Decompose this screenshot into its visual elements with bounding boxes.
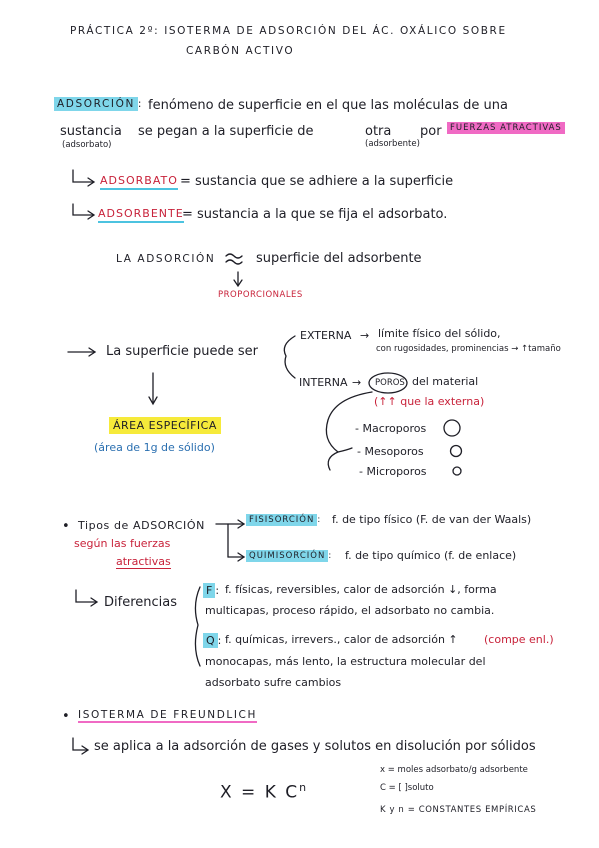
bracket-superficie-icon [284,336,295,378]
poros-term: POROS [375,378,405,388]
adsorbente-definition: = sustancia a la que se fija el adsorbato. [182,207,448,222]
adsorcion-line-1: fenómeno de superficie en el que las moléculas de una [148,98,508,113]
macroporos-item: - Macroporos [355,422,427,435]
interna-rest: del material [412,375,479,388]
freundlich-desc: se aplica a la adsorción de gases y solutos en disolución por sólidos [94,739,536,754]
adsorbato-note: (adsorbato) [62,140,112,150]
interna-note: (↑↑ que la externa) [374,395,485,408]
adsorbato-term: ADSORBATO [100,175,178,186]
proporcionales-note: PROPORCIONALES [218,290,303,300]
fisisorcion-def: f. de tipo físico (F. de van der Waals) [332,513,532,526]
q-line-1-note: (compe enl.) [484,633,554,646]
adsorcion-word-otra: otra [365,124,392,139]
f-line-2: multicapas, proceso rápido, el adsorbato no cambia. [205,604,495,617]
externa-definition-2: con rugosidades, prominencias → ↑tamaño [376,344,561,354]
q-line-3: adsorbato sufre cambios [205,676,342,689]
micropore-circle-icon [453,467,461,475]
superficie-lead: La superficie puede ser [106,344,259,359]
tipos-label: Tipos de ADSORCIÓN [78,519,205,532]
relation-left: LA ADSORCIÓN [116,253,216,265]
mesopore-circle-icon [451,446,462,457]
f-tag: F : [203,585,219,596]
fisisorcion-term: FISISORCIÓN : [246,516,321,525]
relation-right: superficie del adsorbente [256,251,422,266]
var-x: x = moles adsorbato/g adsorbente [380,765,528,775]
adsorbato-definition: = sustancia que se adhiere a la superficie [180,174,454,189]
var-c: C = [ ]soluto [380,783,434,793]
freundlich-bullet: • [62,709,70,724]
l-arrow-adsorbente-icon [73,204,93,215]
l-arrow-diferencias-icon [76,590,96,602]
f-line-1: f. físicas, reversibles, calor de adsorción ↓, forma [225,583,497,596]
externa-label: EXTERNA [300,329,352,342]
mesoporos-item: - Mesoporos [357,445,424,458]
title-line-1: PRÁCTICA 2º: ISOTERMA DE ADSORCIÓN DEL ÁC. OXÁLICO SOBRE [70,25,507,37]
adsorbente-term: ADSORBENTE [98,208,184,219]
q-tag: Q : [203,635,221,646]
q-line-1: f. químicas, irrevers., calor de adsorción ↑ [225,633,458,646]
adsorbente-note: (adsorbente) [365,139,420,149]
q-line-2: monocapas, más lento, la estructura molecular del [205,655,486,668]
adsorcion-line-2: se pegan a la superficie de [138,124,314,139]
area-especifica-def: (área de 1g de sólido) [94,441,215,454]
adsorcion-word-sustancia: sustancia [60,124,122,139]
tipos-bullet: • [62,519,70,534]
quimisorcion-def: f. de tipo químico (f. de enlace) [345,549,517,562]
freundlich-formula: X = K $C^n$ [220,781,309,803]
adsorcion-term: ADSORCIÓN : [54,99,143,110]
fuerzas-atractivas-badge: FUERZAS ATRACTIVAS [447,124,565,133]
l-arrow-adsorbato-icon [73,170,93,182]
macropore-circle-icon [444,420,460,436]
var-kn: K y n = CONSTANTES EMPÍRICAS [380,805,537,815]
externa-definition: límite físico del sólido, [378,327,501,340]
microporos-item: - Microporos [359,465,427,478]
bracket-diferencias-icon [195,587,200,666]
freundlich-heading: ISOTERMA DE FREUNDLICH [78,709,257,721]
tipos-sub-1: según las fuerzas [74,537,171,550]
interna-arrow: → [352,376,362,389]
tipos-sub-2: atractivas [116,555,171,568]
quimisorcion-term: QUIMISORCIÓN : [246,552,332,561]
externa-arrow: → [360,329,370,342]
title-line-2: CARBÓN ACTIVO [186,45,295,57]
area-especifica: ÁREA ESPECÍFICA [109,420,221,431]
interna-label: INTERNA [299,376,348,389]
diferencias-label: Diferencias [104,595,177,610]
adsorcion-word-por: por [420,124,442,139]
